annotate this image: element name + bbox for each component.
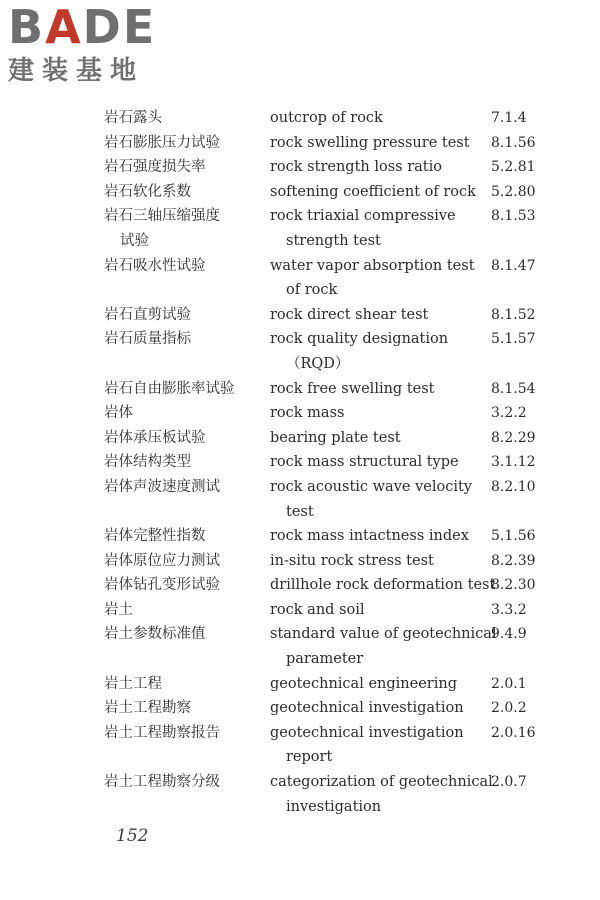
term-english-line: water vapor absorption test [270, 257, 475, 274]
section-reference: 8.1.54 [491, 380, 536, 397]
glossary-entry [0, 770, 600, 819]
term-chinese [104, 180, 264, 205]
section-reference: 8.2.30 [491, 577, 536, 594]
section-reference: 8.2.29 [491, 429, 536, 446]
term-english [270, 672, 485, 697]
section-reference: 8.2.39 [491, 552, 536, 569]
term-english [270, 549, 485, 574]
glossary-entry [0, 696, 600, 721]
term-english-line: test [286, 503, 314, 520]
term-chinese-line: 岩石膨胀压力试验 [104, 134, 220, 151]
term-english [270, 622, 497, 671]
term-english-line: rock free swelling test [270, 380, 435, 397]
term-chinese-line: 岩石直剪试验 [104, 306, 191, 323]
term-english [270, 254, 485, 303]
section-reference: 3.2.2 [491, 405, 527, 422]
term-english-line: geotechnical investigation [270, 724, 464, 741]
term-english-line: geotechnical engineering [270, 675, 457, 692]
term-chinese [104, 204, 264, 253]
term-english [270, 450, 485, 475]
glossary-entry [0, 721, 600, 770]
term-english-line: strength test [286, 232, 381, 249]
logo [8, 0, 178, 90]
term-english-line: outcrop of rock [270, 110, 383, 126]
term-english-line: rock and soil [270, 601, 365, 618]
glossary-entry [0, 573, 600, 598]
term-chinese-line: 试验 [120, 232, 149, 249]
glossary-entry [0, 254, 600, 303]
term-english [270, 401, 485, 426]
term-chinese [104, 475, 264, 500]
term-english [270, 573, 496, 598]
term-english-line: report [286, 749, 333, 766]
term-english [270, 475, 485, 524]
term-english-line: bearing plate test [270, 429, 401, 446]
logo-subtitle: 建装基地 [8, 56, 145, 86]
term-chinese [104, 622, 264, 647]
section-reference: 9.4.9 [491, 626, 527, 643]
term-chinese [104, 327, 264, 352]
term-chinese-line: 岩体原位应力测试 [104, 552, 220, 569]
term-english-line: geotechnical investigation [270, 700, 464, 717]
term-english [270, 303, 485, 328]
term-english [270, 770, 493, 819]
term-chinese-line: 岩石质量指标 [104, 331, 191, 348]
glossary-entry [0, 549, 600, 574]
term-chinese [104, 598, 264, 623]
term-english-line: rock strength loss ratio [270, 159, 442, 176]
term-english [270, 180, 485, 205]
term-chinese-line: 岩土 [104, 601, 133, 618]
glossary-entry [0, 672, 600, 697]
term-english-line: rock mass [270, 405, 345, 422]
term-chinese [104, 770, 264, 795]
term-chinese-line: 岩石强度损失率 [104, 159, 206, 176]
term-english [270, 524, 485, 549]
term-chinese [104, 721, 264, 746]
term-chinese-line: 岩石露头 [104, 110, 162, 126]
term-chinese-line: 岩土工程勘察报告 [104, 724, 220, 741]
term-chinese [104, 254, 264, 279]
term-chinese [104, 672, 264, 697]
glossary-entry [0, 401, 600, 426]
section-reference: 8.1.53 [491, 208, 536, 225]
term-chinese-line: 岩土工程勘察 [104, 700, 191, 717]
term-english-line: softening coefficient of rock [270, 183, 476, 200]
section-reference: 8.1.47 [491, 257, 536, 274]
term-english [270, 696, 485, 721]
glossary-entry [0, 524, 600, 549]
page-number: 152 [116, 826, 149, 846]
term-chinese [104, 401, 264, 426]
term-english-line: in-situ rock stress test [270, 552, 434, 569]
term-chinese [104, 573, 264, 598]
term-chinese-line: 岩土工程勘察分级 [104, 774, 220, 791]
glossary-entry [0, 598, 600, 623]
term-english-line: categorization of geotechnical [270, 774, 493, 791]
glossary-entry [0, 180, 600, 205]
glossary-list [0, 106, 600, 819]
term-chinese [104, 524, 264, 549]
section-reference: 7.1.4 [491, 110, 527, 126]
section-reference: 3.3.2 [491, 601, 527, 618]
section-reference: 5.1.57 [491, 331, 536, 348]
term-english-line: parameter [286, 651, 364, 668]
term-english-line: rock swelling pressure test [270, 134, 470, 151]
glossary-entry [0, 327, 600, 376]
section-reference: 5.2.80 [491, 183, 536, 200]
section-reference: 8.2.10 [491, 478, 536, 495]
term-english [270, 106, 485, 131]
term-english-line: （RQD） [286, 355, 350, 372]
glossary-entry [0, 622, 600, 671]
term-chinese-line: 岩体声波速度测试 [104, 478, 220, 495]
glossary-entry [0, 450, 600, 475]
term-chinese [104, 131, 264, 156]
section-reference: 8.1.52 [491, 306, 536, 323]
term-english-line: rock triaxial compressive [270, 208, 456, 225]
term-english [270, 598, 485, 623]
term-chinese [104, 450, 264, 475]
section-reference: 2.0.7 [491, 774, 527, 791]
term-chinese-line: 岩体结构类型 [104, 454, 191, 471]
term-chinese [104, 303, 264, 328]
section-reference: 5.2.81 [491, 159, 536, 176]
term-english-line: of rock [286, 282, 338, 299]
term-english-line: standard value of geotechnical [270, 626, 497, 643]
term-chinese-line: 岩体 [104, 405, 133, 422]
term-english [270, 155, 485, 180]
logo-wordmark: BADE [8, 0, 157, 54]
section-reference: 8.1.56 [491, 134, 536, 151]
term-english [270, 377, 485, 402]
term-chinese [104, 549, 264, 574]
term-english-line: rock mass intactness index [270, 528, 469, 545]
term-english [270, 327, 485, 376]
term-english-line: rock mass structural type [270, 454, 459, 471]
term-chinese-line: 岩土参数标准值 [104, 626, 206, 643]
glossary-entry [0, 303, 600, 328]
glossary-entry [0, 426, 600, 451]
term-english [270, 131, 485, 156]
term-chinese [104, 426, 264, 451]
term-english [270, 204, 485, 253]
term-chinese-line: 岩体完整性指数 [104, 528, 206, 545]
term-chinese-line: 岩体钻孔变形试验 [104, 577, 220, 594]
term-english-line: rock quality designation [270, 331, 449, 348]
term-chinese [104, 696, 264, 721]
term-english [270, 721, 485, 770]
glossary-entry [0, 131, 600, 156]
term-english-line: rock direct shear test [270, 306, 429, 323]
term-chinese-line: 岩石软化系数 [104, 183, 191, 200]
term-english [270, 426, 485, 451]
section-reference: 2.0.16 [491, 724, 536, 741]
term-chinese [104, 155, 264, 180]
term-chinese-line: 岩石吸水性试验 [104, 257, 206, 274]
term-english-line: investigation [286, 798, 382, 815]
section-reference: 2.0.2 [491, 700, 527, 717]
glossary-entry [0, 377, 600, 402]
term-chinese-line: 岩石自由膨胀率试验 [104, 380, 235, 397]
term-english-line: rock acoustic wave velocity [270, 478, 473, 495]
term-english-line: drillhole rock deformation test [270, 577, 496, 594]
section-reference: 3.1.12 [491, 454, 536, 471]
section-reference: 5.1.56 [491, 528, 536, 545]
term-chinese-line: 岩体承压板试验 [104, 429, 206, 446]
term-chinese-line: 岩土工程 [104, 675, 162, 692]
section-reference: 2.0.1 [491, 675, 527, 692]
term-chinese [104, 377, 264, 402]
glossary-entry [0, 475, 600, 524]
glossary-entry [0, 155, 600, 180]
term-chinese-line: 岩石三轴压缩强度 [104, 208, 220, 225]
term-chinese [104, 106, 264, 131]
glossary-entry [0, 204, 600, 253]
glossary-entry [0, 106, 600, 131]
